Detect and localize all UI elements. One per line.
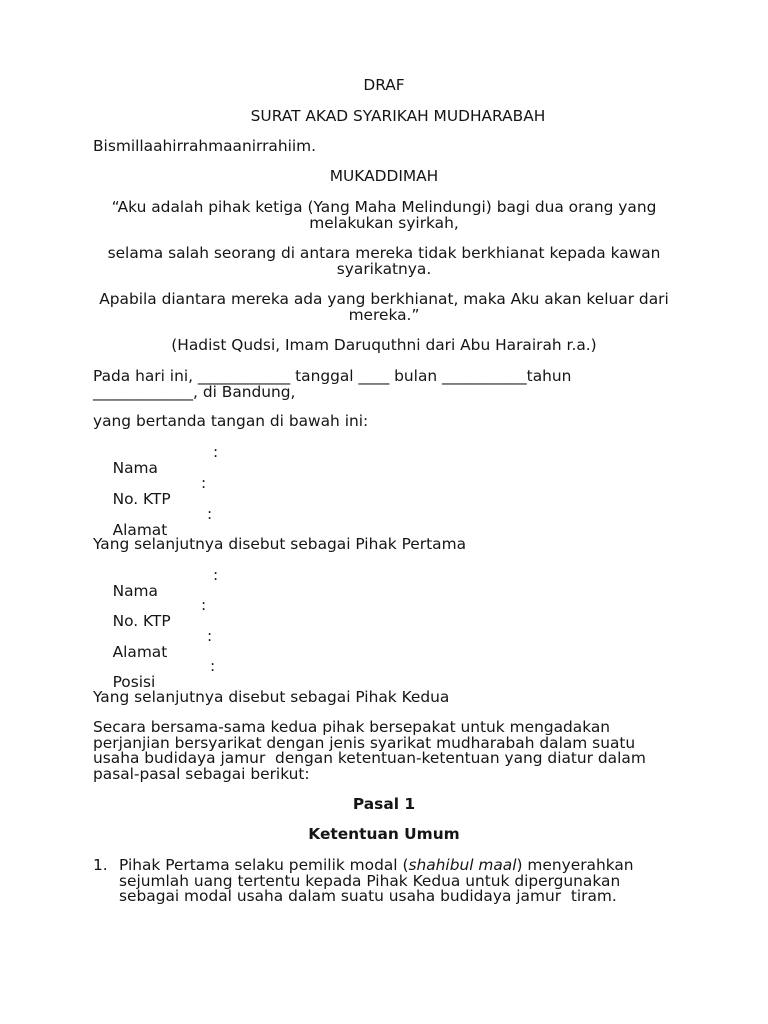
field-colon: : xyxy=(201,474,207,492)
field-label: Posisi xyxy=(112,672,156,691)
agreement-line: Secara bersama-sama kedua pihak bersepakat untuk mengadakan xyxy=(93,718,611,736)
party-two-closing: Yang selanjutnya disebut sebagai Pihak Kedua xyxy=(93,688,450,706)
text-segment: ) menyerahkan xyxy=(516,856,634,874)
quote-line: “Aku adalah pihak ketiga (Yang Maha Melindungi) bagi dua orang yang xyxy=(111,198,657,216)
party-two-ktp-field xyxy=(93,596,393,630)
list-marker: 1. xyxy=(93,856,108,874)
agreement-line: pasal-pasal sebagai berikut: xyxy=(93,764,310,783)
list-item-line: sebagai modal usaha dalam suatu usaha budidaya jamur tiram. xyxy=(119,887,617,906)
preamble-heading: MUKADDIMAH xyxy=(329,167,439,185)
field-label: No. KTP xyxy=(112,489,171,508)
basmalah: Bismillaahirrahmaanirrahiim. xyxy=(93,137,317,155)
date-line: _____________, di Bandung, xyxy=(93,382,296,401)
field-colon: : xyxy=(201,596,207,614)
document-heading: DRAF xyxy=(363,76,405,94)
quote-line: selama salah seorang di antara mereka tidak berkhianat kepada kawan xyxy=(107,244,661,262)
signatories-intro: yang bertanda tangan di bawah ini: xyxy=(93,412,369,430)
agreement-line: usaha budidaya jamur dengan ketentuan-ketentuan yang diatur dalam xyxy=(93,749,646,768)
quote-paragraph xyxy=(0,200,768,231)
document-title: SURAT AKAD SYARIKAH MUDHARABAH xyxy=(250,107,546,125)
list-item-line: sejumlah uang tertentu kepada Pihak Kedua untuk dipergunakan xyxy=(119,871,621,890)
party-two-address-field xyxy=(93,627,393,661)
text-segment: Pihak Pertama selaku pemilik modal ( xyxy=(119,856,409,874)
article-title: Ketentuan Umum xyxy=(308,825,460,843)
quote-line: syarikatnya. xyxy=(336,259,432,278)
agreement-paragraph xyxy=(93,720,646,782)
party-one-name-field xyxy=(93,443,393,477)
field-colon: : xyxy=(210,657,216,675)
agreement-line: perjanjian bersyarikat dengan jenis syarikat mudharabah dalam suatu xyxy=(93,733,636,752)
field-label: Nama xyxy=(112,458,158,477)
quote-source: (Hadist Qudsi, Imam Daruquthni dari Abu Harairah r.a.) xyxy=(171,336,597,354)
field-colon: : xyxy=(213,566,219,584)
field-colon: : xyxy=(207,505,213,523)
field-colon: : xyxy=(207,627,213,645)
italic-term: shahibul maal xyxy=(408,856,517,874)
list-item-text xyxy=(119,858,689,905)
date-paragraph xyxy=(93,369,571,400)
field-colon: : xyxy=(213,443,219,461)
quote-line: mereka.” xyxy=(348,305,420,324)
quote-line: Apabila diantara mereka ada yang berkhianat, maka Aku akan keluar dari xyxy=(99,290,669,308)
quote-paragraph xyxy=(0,246,768,277)
field-label: No. KTP xyxy=(112,611,171,630)
field-label: Alamat xyxy=(112,520,168,539)
date-line: Pada hari ini, ____________ tanggal ____ bulan ___________tahun xyxy=(93,367,572,385)
party-one-ktp-field xyxy=(93,474,393,508)
article-number: Pasal 1 xyxy=(352,795,416,813)
quote-paragraph xyxy=(0,292,768,323)
field-label: Nama xyxy=(112,581,158,600)
field-label: Alamat xyxy=(112,642,168,661)
party-two-position-field xyxy=(93,657,393,691)
party-one-closing: Yang selanjutnya disebut sebagai Pihak Pertama xyxy=(93,535,466,553)
party-one-address-field xyxy=(93,505,393,539)
quote-line: melakukan syirkah, xyxy=(309,213,459,232)
party-two-name-field xyxy=(93,566,393,600)
